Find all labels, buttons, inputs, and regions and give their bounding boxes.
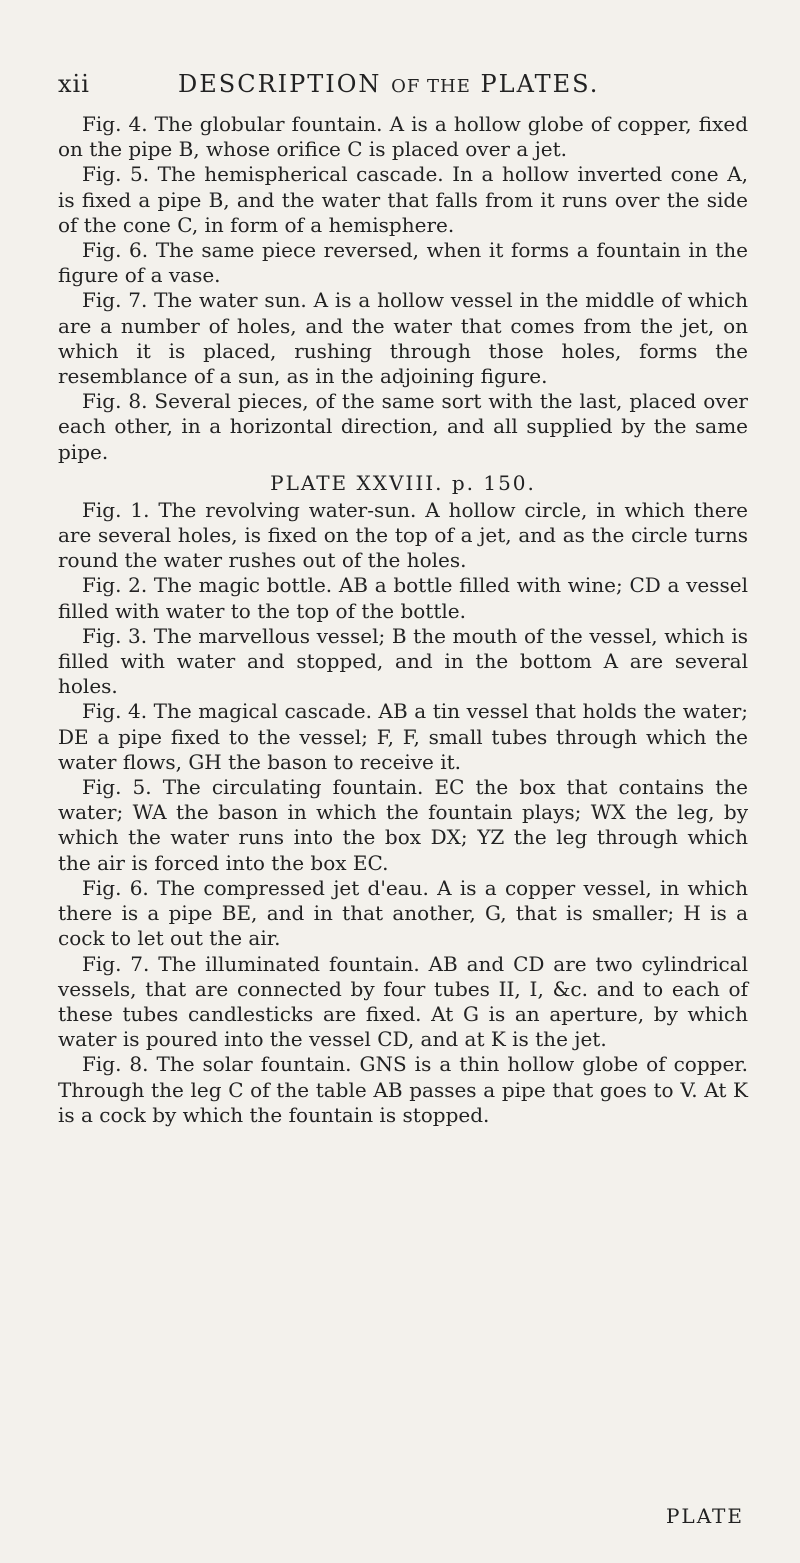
figure-description: Fig. 4. The magical cascade. AB a tin vessel that holds the water; DE a pipe fixed to the vessel; F, F, small tubes through which the water flows, GH the bason to receive it. bbox=[58, 699, 748, 774]
figure-description: Fig. 7. The water sun. A is a hollow vessel in the middle of which are a number of holes, and the water that comes from the jet, on which it is placed, rushing through those holes, forms the resemblance of a sun, as in the adjoining figure. bbox=[58, 288, 748, 389]
running-head-end: PLATES. bbox=[480, 70, 600, 98]
running-head-main: DESCRIPTION bbox=[178, 70, 382, 98]
plate-heading: PLATE XXVIII. p. 150. bbox=[270, 470, 536, 495]
figure-description: Fig. 8. Several pieces, of the same sort with the last, placed over each other, in a horizontal direction, and all supplied by the same pipe. bbox=[58, 389, 748, 464]
figure-description: Fig. 8. The solar fountain. GNS is a thin hollow globe of copper. Through the leg C of the table AB passes a pipe that goes to V. At K is a cock by which the fountain is stopped. bbox=[58, 1052, 748, 1127]
figure-description: Fig. 6. The compressed jet d'eau. A is a copper vessel, in which there is a pipe BE, and in that another, G, that is smaller; H is a cock to let out the air. bbox=[58, 875, 748, 951]
plate-descriptions-before bbox=[58, 112, 748, 465]
page-number: xii bbox=[58, 70, 90, 98]
figure-description: Fig. 5. The circulating fountain. EC the box that contains the water; WA the bason in which the fountain plays; WX the leg, by which the water runs into the box DX; YZ the leg through which the air is forced into the box EC. bbox=[58, 775, 748, 875]
page-header bbox=[58, 70, 748, 106]
figure-description: Fig. 5. The hemispherical cascade. In a hollow inverted cone A, is fixed a pipe B, and the water that falls from it runs over the side of the cone C, in form of a hemisphere. bbox=[58, 162, 748, 237]
catchword: PLATE bbox=[665, 1504, 744, 1528]
figure-description: Fig. 1. The revolving water-sun. A hollow circle, in which there are several holes, is fixed on the top of a jet, and as the circle turns round the water rushes out of the holes. bbox=[58, 497, 748, 573]
figure-description: Fig. 6. The same piece reversed, when it forms a fountain in the figure of a vase. bbox=[58, 238, 748, 288]
figure-description: Fig. 3. The marvellous vessel; B the mouth of the vessel, which is filled with water and stopped, and in the bottom A are several holes. bbox=[58, 623, 748, 699]
figure-description: Fig. 2. The magic bottle. AB a bottle filled with wine; CD a vessel filled with water to the top of the bottle. bbox=[58, 573, 748, 623]
figure-description: Fig. 7. The illuminated fountain. AB and CD are two cylindrical vessels, that are connected by four tubes II, I, &c. and to each of these tubes candlesticks are fixed. At G is an aperture, by which water is poured into the vessel CD, and at K is the jet. bbox=[58, 951, 748, 1052]
figure-description: Fig. 4. The globular fountain. A is a hollow globe of copper, fixed on the pipe B, whose orifice C is placed over a jet. bbox=[58, 112, 748, 162]
plate-descriptions-after bbox=[58, 498, 748, 1128]
running-head-connector: OF THE bbox=[391, 76, 471, 97]
running-head bbox=[178, 70, 599, 98]
